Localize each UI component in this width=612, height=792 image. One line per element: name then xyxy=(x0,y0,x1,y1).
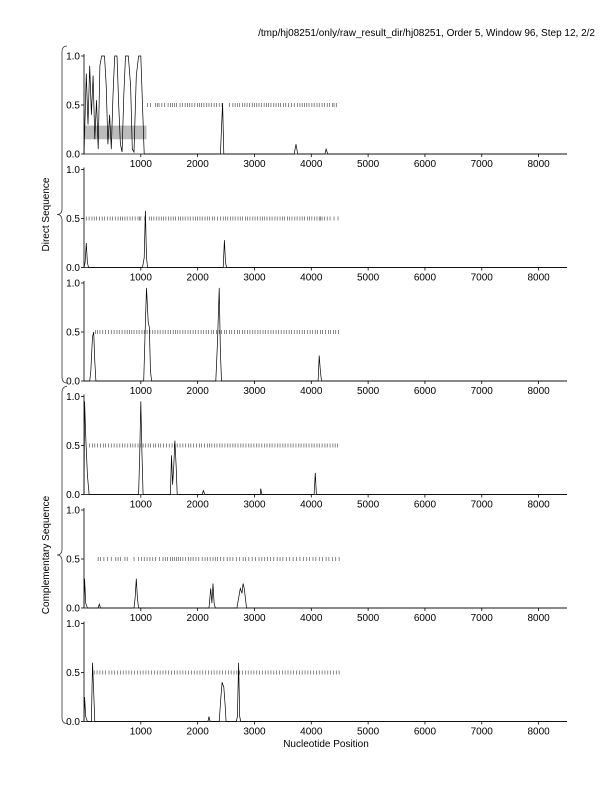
header-title: /tmp/hj08251/only/raw_result_dir/hj08251, Order 5, Window 96, Step 12, 2/2 xyxy=(258,28,595,39)
x-tick-label: 6000 xyxy=(413,159,437,170)
x-tick-label: 5000 xyxy=(356,613,380,624)
x-tick-label: 8000 xyxy=(527,386,550,397)
y-tick-label: 1.0 xyxy=(66,505,80,517)
panel-6 xyxy=(66,619,567,738)
y-tick-label: 1.0 xyxy=(66,278,80,290)
x-tick-label: 5000 xyxy=(356,272,380,284)
x-tick-label: 4000 xyxy=(300,272,323,284)
y-tick-label: 0.5 xyxy=(66,214,80,225)
y-tick-label: 1.0 xyxy=(66,392,80,403)
x-tick-label: 4000 xyxy=(300,726,323,738)
y-tick-label: 1.0 xyxy=(66,165,80,176)
x-tick-label: 1000 xyxy=(129,386,152,397)
group-label: Complementary Sequence xyxy=(41,495,52,615)
x-tick-label: 1000 xyxy=(129,726,152,738)
x-tick-label: 5000 xyxy=(356,386,380,397)
x-tick-label: 8000 xyxy=(527,272,550,284)
x-tick-label: 8000 xyxy=(527,499,550,511)
x-tick-label: 6000 xyxy=(413,726,437,738)
y-tick-label: 0.5 xyxy=(66,554,80,566)
y-tick-label: 0.0 xyxy=(66,603,80,615)
x-tick-label: 4000 xyxy=(300,499,323,511)
x-tick-label: 4000 xyxy=(300,159,323,170)
x-tick-label: 5000 xyxy=(356,726,380,738)
x-tick-label: 6000 xyxy=(413,272,437,284)
y-tick-label: 0.0 xyxy=(66,263,80,274)
series-line xyxy=(84,579,567,608)
group-label: Direct Sequence xyxy=(41,177,52,252)
series-line xyxy=(84,663,567,722)
x-tick-label: 7000 xyxy=(470,386,493,397)
x-tick-label: 7000 xyxy=(470,613,493,624)
y-tick-label: 0.5 xyxy=(66,441,80,452)
group-labels xyxy=(41,46,67,724)
x-tick-label: 1000 xyxy=(129,613,152,624)
x-axis-label: Nucleotide Position xyxy=(283,739,369,750)
x-tick-label: 4000 xyxy=(300,613,323,624)
x-tick-label: 7000 xyxy=(470,499,493,511)
x-tick-label: 8000 xyxy=(527,159,550,170)
x-tick-label: 7000 xyxy=(470,159,493,170)
highlight-region xyxy=(84,126,147,140)
panel-4 xyxy=(66,392,567,511)
x-tick-label: 2000 xyxy=(186,386,209,397)
y-tick-label: 0.0 xyxy=(66,376,80,388)
panel-3 xyxy=(66,279,567,398)
x-tick-label: 7000 xyxy=(470,272,493,284)
panel-5 xyxy=(66,506,567,625)
x-tick-label: 4000 xyxy=(300,386,323,397)
y-tick-label: 1.0 xyxy=(66,51,80,63)
y-tick-label: 0.0 xyxy=(66,149,80,161)
x-tick-label: 3000 xyxy=(243,272,266,284)
x-tick-label: 3000 xyxy=(243,159,266,170)
x-tick-label: 3000 xyxy=(243,499,266,511)
y-tick-label: 0.0 xyxy=(66,490,80,501)
panel-2 xyxy=(66,165,567,284)
x-tick-label: 3000 xyxy=(243,386,266,397)
panels xyxy=(66,52,567,738)
panel-1 xyxy=(66,52,567,171)
x-tick-label: 6000 xyxy=(413,386,437,397)
x-tick-label: 2000 xyxy=(186,726,209,738)
x-tick-label: 1000 xyxy=(129,499,152,511)
y-tick-label: 0.5 xyxy=(66,668,80,679)
x-tick-label: 5000 xyxy=(356,499,380,511)
y-tick-label: 0.0 xyxy=(66,717,80,728)
x-tick-label: 1000 xyxy=(129,272,152,284)
x-tick-label: 2000 xyxy=(186,613,209,624)
x-tick-label: 3000 xyxy=(243,726,266,738)
x-tick-label: 8000 xyxy=(527,613,550,624)
x-tick-label: 8000 xyxy=(527,726,550,738)
y-tick-label: 0.5 xyxy=(66,100,80,112)
x-tick-label: 1000 xyxy=(129,159,152,170)
x-tick-label: 6000 xyxy=(413,499,437,511)
y-tick-label: 1.0 xyxy=(66,619,80,630)
x-tick-label: 6000 xyxy=(413,613,437,624)
x-tick-label: 2000 xyxy=(186,499,209,511)
series-line xyxy=(84,288,567,381)
x-tick-label: 2000 xyxy=(186,159,209,170)
x-tick-label: 2000 xyxy=(186,272,209,284)
x-tick-label: 7000 xyxy=(470,726,493,738)
series-line xyxy=(84,56,567,154)
series-line xyxy=(84,401,567,494)
x-tick-label: 3000 xyxy=(243,613,266,624)
x-tick-label: 5000 xyxy=(356,159,380,170)
y-tick-label: 0.5 xyxy=(66,327,80,339)
